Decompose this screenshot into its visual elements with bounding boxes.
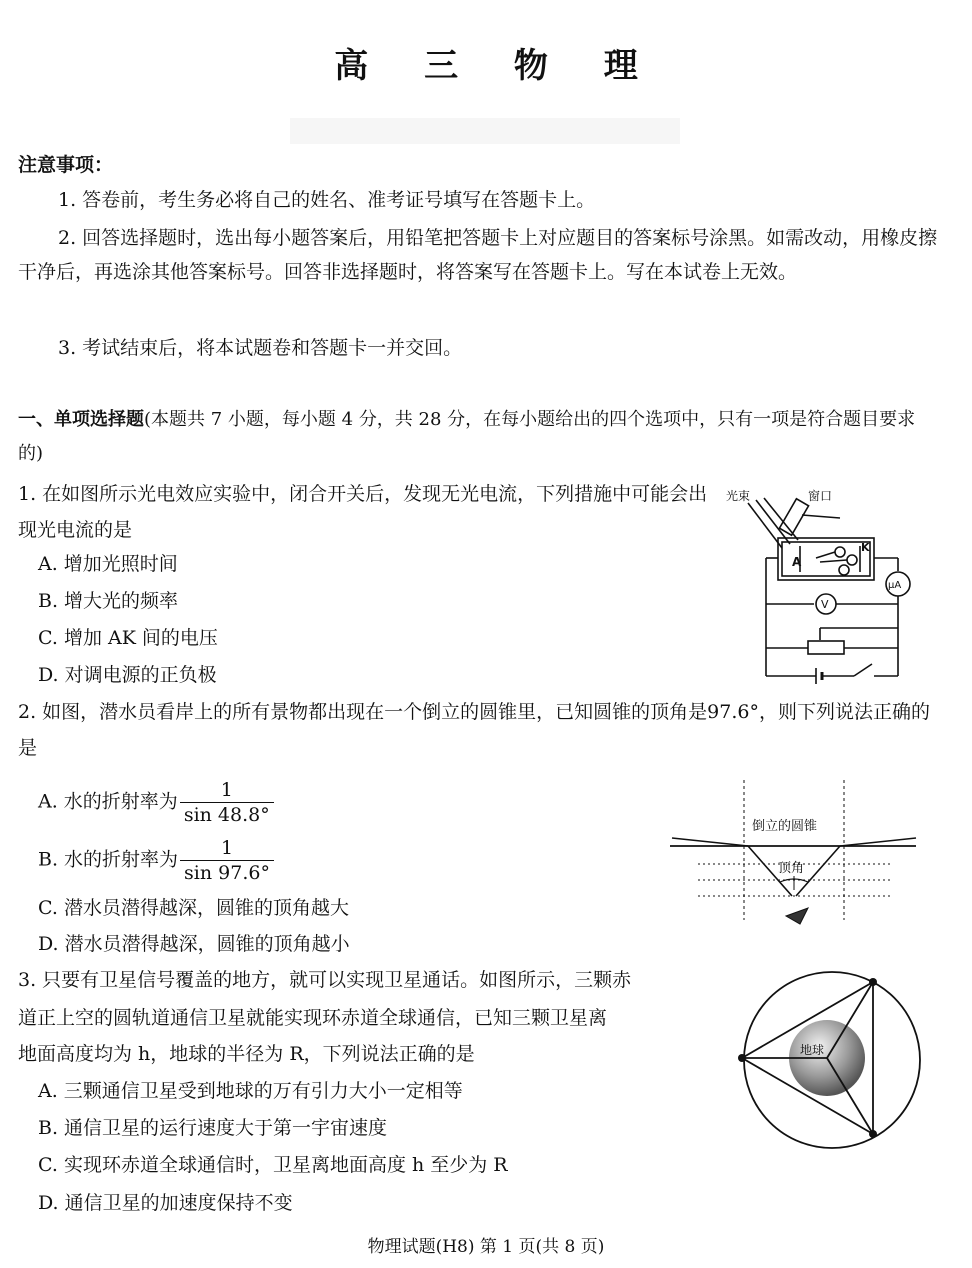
notice-heading: 注意事项： (18, 154, 114, 176)
page-footer: 物理试题(H8) 第 1 页(共 8 页) (367, 1237, 605, 1257)
q1-option-a: A. 增加光照时间 (38, 553, 178, 575)
q2-option-d: D. 潜水员潜得越深，圆锥的顶角越小 (38, 933, 350, 955)
window-label: 窗口 (808, 489, 833, 503)
voltmeter-label: V (821, 598, 829, 611)
q3-option-d: D. 通信卫星的加速度保持不变 (38, 1192, 293, 1214)
section-description: (本题共 7 小题，每小题 4 分，共 28 分，在每小题给出的四个选项中，只有一项是符合题目要求的) (18, 409, 916, 464)
q2-option-b (38, 836, 274, 885)
q2-option-b-fraction (180, 836, 274, 885)
cone-label: 倒立的圆锥 (752, 819, 818, 834)
q2-option-a-denominator: sin 48.8° (183, 804, 270, 826)
page-title: 高 三 物 理 (334, 46, 660, 86)
beam-label: 光束 (726, 489, 751, 503)
q2-option-b-denominator: sin 97.6° (184, 862, 270, 884)
q2-stem: 2. 如图，潜水员看岸上的所有景物都出现在一个倒立的圆锥里，已知圆锥的顶角是97.6°，则下列说法正确的是 (18, 701, 930, 759)
notice-item-2: 2. 回答选择题时，选出每小题答案后，用铅笔把答题卡上对应题目的答案标号涂黑。如需改动，用橡皮擦干净后，再选涂其他答案标号。回答非选择题时，将答案写在答题卡上。写在本试卷上无效。 (18, 227, 938, 283)
q2-option-a-fraction (180, 778, 274, 827)
q3-stem-line-2: 道正上空的圆轨道通信卫星就能实现环赤道全球通信，已知三颗卫星离 (18, 1007, 608, 1029)
earth-label: 地球 (800, 1043, 825, 1057)
electrode-a-label: A (792, 555, 802, 569)
electrode-k-label: K (861, 541, 870, 554)
diver-cone-figure (668, 780, 918, 930)
q1-option-b: B. 增大光的频率 (38, 590, 179, 612)
section-heading (18, 403, 938, 471)
q3-option-b: B. 通信卫星的运行速度大于第一宇宙速度 (38, 1117, 388, 1139)
satellite-2 (869, 978, 877, 986)
photoelectric-circuit-figure (720, 478, 920, 696)
q2-option-a-prefix: A. 水的折射率为 (38, 790, 178, 813)
q3-stem-line-1: 3. 只要有卫星信号覆盖的地方，就可以实现卫星通话。如图所示，三颗赤 (18, 969, 632, 991)
notice-item-1: 1. 答卷前，考生务必将自己的姓名、准考证号填写在答题卡上。 (58, 189, 596, 211)
apex-angle-label: 顶角 (778, 861, 805, 876)
q2-option-b-prefix: B. 水的折射率为 (38, 848, 179, 871)
blank-header-band (290, 118, 680, 144)
microammeter-label: μA (888, 580, 902, 591)
q3-stem-line-3: 地面高度均为 h，地球的半径为 R，下列说法正确的是 (18, 1043, 475, 1065)
satellite-3 (869, 1130, 877, 1138)
q2-option-a (38, 778, 274, 827)
q1-option-c: C. 增加 AK 间的电压 (38, 627, 218, 649)
notice-item-3: 3. 考试结束后，将本试题卷和答题卡一并交回。 (58, 337, 463, 359)
q3-option-a: A. 三颗通信卫星受到地球的万有引力大小一定相等 (38, 1080, 463, 1102)
q2-option-b-numerator: 1 (180, 836, 274, 861)
q2-option-a-numerator: 1 (180, 778, 274, 803)
q1-option-d: D. 对调电源的正负极 (38, 664, 217, 686)
q1-stem: 1. 在如图所示光电效应实验中，闭合开关后，发现无光电流，下列措施中可能会出现光电流的是 (18, 483, 708, 541)
section-title: 一、单项选择题 (18, 409, 144, 430)
satellite-orbit-figure (732, 970, 932, 1170)
q2-option-c: C. 潜水员潜得越深，圆锥的顶角越大 (38, 897, 349, 919)
q3-option-c: C. 实现环赤道全球通信时，卫星离地面高度 h 至少为 R (38, 1154, 508, 1176)
satellite-1 (738, 1054, 746, 1062)
